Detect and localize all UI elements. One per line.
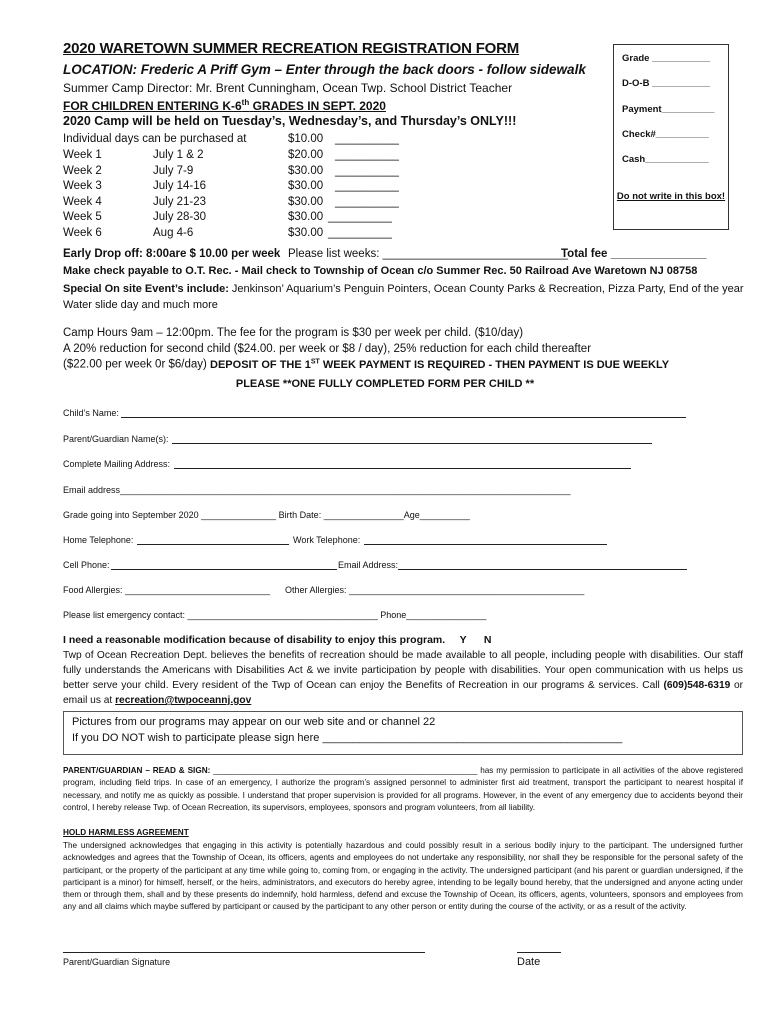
mailing-address-field[interactable] xyxy=(174,468,631,469)
one-form-notice: PLEASE **ONE FULLY COMPLETED FORM PER CHILD ** xyxy=(235,378,535,390)
cell-phone-label: Cell Phone: xyxy=(63,560,110,570)
parent-name-label: Parent/Guardian Name(s): xyxy=(63,434,169,444)
camp-days: 2020 Camp will be held on Tuesday’s, Wednesday’s, and Thursday’s ONLY!!! xyxy=(63,114,517,128)
schedule-price: $30.00 xyxy=(288,165,324,177)
location: LOCATION: Frederic A Priff Gym – Enter through the back doors - follow sidewalk xyxy=(63,62,586,77)
date-line[interactable] xyxy=(517,952,561,953)
email2-field[interactable] xyxy=(398,569,687,570)
schedule-price: $30.00 xyxy=(288,180,324,192)
schedule-blank[interactable]: __________ xyxy=(335,180,399,192)
early-drop-off: Early Drop off: 8:00are $ 10.00 per week xyxy=(63,248,281,260)
disability-text: Twp of Ocean Recreation Dept. believes the benefits of recreation should be made available to all people, including people with disabilities. Our staff fully understands the Americans with Disabilities Act & we invite participation by people with disabilities. Your open communication with us helps us better serve your child. Every resident of the Twp of Ocean can enjoy the Benefits of Recreation in our programs & services. Call (609)548-6319 or email us at recreation@twpoceannj.gov xyxy=(63,650,743,706)
parent-signature-line[interactable] xyxy=(63,952,425,953)
schedule-week: Week 3 xyxy=(63,180,102,192)
email-link[interactable]: recreation@twpoceannj.gov xyxy=(115,695,252,706)
schedule-blank[interactable]: __________ xyxy=(335,196,399,208)
schedule-blank[interactable]: __________ xyxy=(335,133,399,145)
office-grade: Grade ___________ xyxy=(622,53,711,64)
hold-harmless-text: The undersigned acknowledges that engaging in this activity is potentially hazardous and could possibly result in a serious bodily injury to the participant. The undersigned further acknowledges and agrees that the Township of Ocean, its officers, agents and employees do not undertake any responsibility, nor shall they be responsible for the personal safety of the participant, or the property of the participant at any time while going to, coming from, or engaging in the activity. The undersigned participant (and his parent or guardian undersigned, if the participant is a minor) for himself, herself, or the heirs, administrators, and executors do hereby agree, intending to be legally bound hereby, that the undersigned and anyone acting under them or through them, shall and by these presents do indemnify, hold harmless, defend and excuse the Township of Ocean, its officers, agents, volunteers, sponsors and employees from any and all claims which maybe suffered by participant or caused by the participant to any other person or entity during the course of the activity, or as a result of the activity. xyxy=(63,841,743,912)
weeks-list[interactable]: Please list weeks: _____________________________ xyxy=(288,248,569,260)
schedule-row: Individual days can be purchased at xyxy=(63,133,247,145)
office-use-box xyxy=(613,44,729,230)
email2-label: Email Address: xyxy=(338,560,399,570)
office-payment: Payment__________ xyxy=(622,104,715,115)
schedule-price: $30.00 xyxy=(288,196,324,208)
schedule-dates: Aug 4-6 xyxy=(153,227,194,239)
hold-harmless-title: HOLD HARMLESS AGREEMENT xyxy=(63,828,189,837)
food-allergies-field[interactable]: Food Allergies: _____________________________ xyxy=(63,585,271,595)
payable-note: Make check payable to O.T. Rec. - Mail check to Township of Ocean c/o Summer Rec. 50 Railroad Ave Waretown NJ 08758 xyxy=(63,265,698,277)
office-check: Check#__________ xyxy=(622,129,709,140)
child-name-label: Child’s Name: xyxy=(63,408,119,418)
email-address-field[interactable]: Email address__________________________________________________________________________________________ xyxy=(63,485,571,495)
schedule-week: Week 6 xyxy=(63,227,102,239)
office-dob: D-O-B ___________ xyxy=(622,78,711,89)
camp-hours: Camp Hours 9am – 12:00pm. The fee for the program is $30 per week per child. ($10/day) xyxy=(63,327,524,339)
mailing-address-label: Complete Mailing Address: xyxy=(63,459,171,469)
schedule-price: $30.00 xyxy=(288,211,324,223)
schedule-blank[interactable]: __________ xyxy=(335,149,399,161)
office-note: Do not write in this box! xyxy=(616,191,726,202)
cell-phone-field[interactable] xyxy=(111,569,337,570)
office-cash: Cash____________ xyxy=(622,154,709,165)
home-phone-field[interactable] xyxy=(137,544,289,545)
schedule-blank[interactable]: __________ xyxy=(328,227,392,239)
child-name-field[interactable] xyxy=(121,417,686,418)
schedule-blank[interactable]: __________ xyxy=(328,211,392,223)
parent-signature-label: Parent/Guardian Signature xyxy=(63,957,171,967)
schedule-week: Week 1 xyxy=(63,149,102,161)
schedule-week: Week 4 xyxy=(63,196,102,208)
other-allergies-field[interactable]: Other Allergies: _______________________________________________ xyxy=(285,585,585,595)
schedule-dates: July 7-9 xyxy=(153,165,194,177)
home-phone-label: Home Telephone: xyxy=(63,535,134,545)
form-title: 2020 WARETOWN SUMMER RECREATION REGISTRATION FORM xyxy=(63,40,520,57)
schedule-price: $10.00 xyxy=(288,133,324,145)
schedule-week: Week 2 xyxy=(63,165,102,177)
work-phone-field[interactable] xyxy=(364,544,607,545)
for-children: FOR CHILDREN ENTERING K-6th GRADES IN SEPT. 2020 xyxy=(63,98,386,113)
permission-section: PARENT/GUARDIAN – READ & SIGN: __________________________________________________________ has my permission to participate in all activities of the above registered program, including field trips. In case of an emergency, I authorize the program’s assigned personnel to administer first aid treatment, transport the participant to nearest hospital if necessary, and notify me as quickly as possible. I understand that proper supervision is provided for all programs. However, in the event of any emergency due to accidents beyond their control, I hereby release Twp. of Ocean Recreation, its supervisors, employees, sponsors and program volunteers, from all liability. xyxy=(63,766,743,812)
permission-label: PARENT/GUARDIAN – READ & SIGN: xyxy=(63,766,211,775)
schedule-dates: July 1 & 2 xyxy=(153,149,204,161)
schedule-dates: July 28-30 xyxy=(153,211,207,223)
schedule-price: $30.00 xyxy=(288,227,324,239)
disability-heading: I need a reasonable modification because of disability to enjoy this program. Y N xyxy=(63,634,492,646)
schedule-blank[interactable]: __________ xyxy=(335,165,399,177)
parent-name-field[interactable] xyxy=(172,443,652,444)
camp-director: Summer Camp Director: Mr. Brent Cunningham, Ocean Twp. School District Teacher xyxy=(63,81,513,95)
pictures-sign-field[interactable]: If you DO NOT wish to participate please sign here _________________________________________________ xyxy=(72,732,623,744)
pictures-line1: Pictures from our programs may appear on our web site and or channel 22 xyxy=(72,716,436,728)
schedule-dates: July 21-23 xyxy=(153,196,207,208)
grade-birth-age-field[interactable]: Grade going into September 2020 _______________ Birth Date: ________________Age__________ xyxy=(63,510,470,520)
deposit-line: ($22.00 per week 0r $6/day) DEPOSIT OF THE 1ST WEEK PAYMENT IS REQUIRED - THEN PAYMENT IS DUE WEEKLY xyxy=(63,358,670,371)
reduction: A 20% reduction for second child ($24.00. per week or $8 / day), 25% reduction for each child thereafter xyxy=(63,343,592,355)
schedule-dates: July 14-16 xyxy=(153,180,207,192)
schedule-price: $20.00 xyxy=(288,149,324,161)
emergency-contact-field[interactable]: Please list emergency contact: ______________________________________ Phone________________ xyxy=(63,610,487,620)
work-phone-label: Work Telephone: xyxy=(293,535,361,545)
schedule-week: Week 5 xyxy=(63,211,102,223)
total-fee[interactable]: Total fee _______________ xyxy=(561,248,707,260)
date-label: Date xyxy=(517,956,541,968)
permission-sign-line[interactable]: __________________________________________________________ xyxy=(213,766,478,775)
phone-number: (609)548-6319 xyxy=(663,680,731,691)
pictures-box xyxy=(63,711,743,755)
special-events: Special On site Event’s include: Jenkinson’ Aquarium’s Penguin Pointers, Ocean County Parks & Recreation, Pizza Party, End of the year Water slide day and much more xyxy=(63,283,744,311)
